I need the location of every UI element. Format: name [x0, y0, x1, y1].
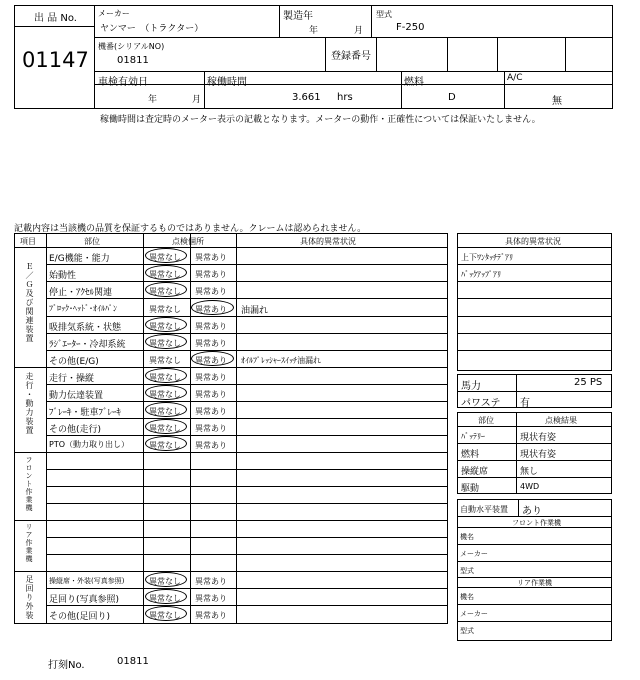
detail-panel-header-line — [457, 247, 612, 248]
selected-circle — [145, 368, 187, 383]
part-label: その他(E/G) — [49, 357, 99, 367]
model-label: 型式 — [376, 10, 392, 19]
selected-circle — [145, 572, 187, 587]
detail-line — [457, 350, 612, 351]
row-line — [46, 333, 448, 334]
selected-circle — [145, 248, 187, 263]
notice-hours: 稼働時間は査定時のメーター表示の記載となります。メーターの動作・正確性については保証いたしません。 — [100, 115, 541, 125]
part-label: 始動性 — [49, 271, 77, 281]
part-label: ﾗｼﾞｴｰﾀｰ・冷却系統 — [49, 340, 126, 350]
part-label: その他(足回り) — [49, 612, 111, 622]
no-anomaly: 異常なし — [149, 287, 181, 296]
row-line — [46, 469, 448, 470]
header-vline-g — [565, 37, 566, 71]
check-line — [457, 443, 612, 444]
header-vline-e — [447, 37, 448, 71]
row-line — [46, 401, 448, 402]
part-label: 走行・操縦 — [49, 374, 95, 384]
stamp-label: 打刻No. — [48, 660, 85, 671]
row-line — [46, 298, 448, 299]
rear-title-line — [457, 587, 612, 588]
check-value: 現状有姿 — [520, 433, 557, 443]
detail-line — [457, 298, 612, 299]
section-rear-label: リア作業機 — [25, 523, 33, 563]
col-line-1 — [46, 233, 47, 624]
level-vline — [518, 499, 519, 516]
col-part-header: 部位 — [84, 237, 100, 246]
notice-quality: 記載内容は当該機の品質を保証するものではありません。クレームは認められません。 — [14, 224, 367, 234]
no-anomaly: 異常なし — [149, 390, 181, 399]
no-anomaly: 異常なし — [149, 611, 181, 620]
power-steering-label: パワステ — [461, 398, 501, 409]
maker-value: ヤンマー （トラクター） — [100, 24, 204, 34]
header-line-1 — [94, 37, 613, 38]
check-vline — [516, 412, 517, 494]
detail-line-text: 上下ﾜﾝﾀｯﾁﾃﾞｱﾘ — [461, 253, 513, 262]
section-foot-label: 足回り外装 — [25, 575, 34, 620]
check-label: 駆動 — [461, 484, 480, 494]
check-line — [457, 477, 612, 478]
row-line — [46, 384, 448, 385]
col-check-header: 点検個所 — [172, 237, 204, 246]
header-vline-i — [401, 71, 402, 109]
detail-line — [457, 281, 612, 282]
no-anomaly: 異常なし — [149, 253, 181, 262]
ac-label: A/C — [507, 73, 523, 83]
row-line — [46, 486, 448, 487]
check-label: 燃料 — [461, 450, 480, 460]
col-line-4 — [236, 233, 237, 624]
no-anomaly: 異常なし — [149, 424, 181, 433]
section-line — [14, 520, 448, 521]
header-vline-a — [279, 5, 280, 37]
selected-circle — [191, 300, 234, 315]
stamp-value: 01811 — [117, 656, 149, 667]
section-line — [14, 452, 448, 453]
anomaly: 異常あり — [195, 390, 227, 399]
rear-attachment-title: リア作業機 — [517, 579, 552, 587]
year-label: 製造年 — [283, 11, 313, 22]
month-unit: 月 — [354, 26, 364, 36]
no-anomaly: 異常なし — [149, 441, 181, 450]
detail-text: 油漏れ — [241, 306, 269, 316]
check-line — [457, 426, 612, 427]
rear-maker-label: メーカー — [460, 610, 488, 618]
lot-label: 出 品 No. — [34, 13, 77, 24]
row-line — [46, 264, 448, 265]
anomaly: 異常あり — [195, 339, 227, 348]
front-model-label: 型式 — [460, 567, 474, 575]
attach-line — [457, 561, 612, 562]
check-label: ﾊﾞｯﾃﾘｰ — [461, 432, 485, 441]
part-label: 吸排気系統・状態 — [49, 323, 122, 333]
anomaly: 異常あり — [195, 407, 227, 416]
selected-circle — [191, 351, 234, 366]
header-vline-c — [325, 37, 326, 71]
detail-line — [457, 264, 612, 265]
part-label: 操縦席・外装(写真参照) — [49, 577, 125, 585]
part-label: E/G機能・能力 — [49, 254, 110, 264]
no-anomaly: 異常なし — [149, 356, 181, 365]
header-vline-j — [504, 71, 505, 109]
selected-circle — [145, 334, 187, 349]
check-value: 4WD — [520, 482, 540, 491]
no-anomaly: 異常なし — [149, 577, 181, 586]
fuel-label: 燃料 — [404, 77, 424, 88]
inspection-year: 年 — [148, 95, 158, 105]
no-anomaly: 異常なし — [149, 270, 181, 279]
section-drive-label: 走行・動力装置 — [25, 372, 34, 435]
check-part-header: 部位 — [478, 416, 494, 425]
header-vline-d — [376, 37, 377, 71]
detail-text: ｵｲﾙﾌﾟﾚｯｼｬｰｽｲｯﾁ油漏れ — [241, 356, 321, 365]
no-anomaly: 異常なし — [149, 305, 181, 314]
fuel-value: D — [448, 92, 456, 103]
detail-line — [457, 333, 612, 334]
anomaly: 異常あり — [195, 373, 227, 382]
header-sub-line — [94, 84, 613, 85]
col-detail-header: 具体的異常状況 — [300, 237, 356, 246]
power-label: 馬力 — [461, 381, 481, 392]
front-name-label: 機名 — [460, 533, 474, 541]
model-value: F-250 — [396, 22, 425, 33]
check-result-header: 点検結果 — [545, 416, 577, 425]
anomaly: 異常あり — [195, 594, 227, 603]
part-label: その他(走行) — [49, 425, 102, 435]
lot-divider — [94, 5, 95, 109]
no-anomaly: 異常なし — [149, 594, 181, 603]
anomaly: 異常あり — [195, 322, 227, 331]
row-line — [46, 537, 448, 538]
no-anomaly: 異常なし — [149, 373, 181, 382]
lot-label-line — [14, 26, 94, 27]
no-anomaly: 異常なし — [149, 407, 181, 416]
check-label: 操縦席 — [461, 467, 489, 477]
col-line-3 — [190, 233, 191, 624]
check-value: 無し — [520, 467, 539, 477]
check-value: 現状有姿 — [520, 450, 557, 460]
no-anomaly: 異常なし — [149, 322, 181, 331]
rear-model-label: 型式 — [460, 627, 474, 635]
detail-panel-header: 具体的異常状況 — [505, 237, 561, 246]
year-unit: 年 — [309, 26, 319, 36]
no-anomaly: 異常なし — [149, 339, 181, 348]
anomaly: 異常あり — [195, 577, 227, 586]
part-label: ﾌﾞﾛｯｸ･ﾍｯﾄﾞ･ｵｲﾙﾊﾟﾝ — [49, 304, 117, 313]
ac-value: 無 — [552, 96, 562, 107]
selected-circle — [145, 402, 187, 417]
col-item-header: 項目 — [20, 237, 36, 246]
attach-line — [457, 621, 612, 622]
part-label: 動力伝達装置 — [49, 391, 104, 401]
anomaly: 異常あり — [195, 287, 227, 296]
row-line — [46, 605, 448, 606]
col-line-2 — [143, 233, 144, 624]
part-label: ﾌﾞﾚｰｷ・駐車ﾌﾞﾚｰｷ — [49, 408, 122, 418]
attach-line — [457, 604, 612, 605]
selected-circle — [145, 317, 187, 332]
hours-value: 3.661 — [292, 92, 321, 103]
part-label: 足回り(写真参照) — [49, 595, 120, 605]
selected-circle — [145, 436, 187, 451]
front-maker-label: メーカー — [460, 550, 488, 558]
section-line — [14, 367, 448, 368]
hours-unit: hrs — [337, 92, 353, 103]
selected-circle — [145, 589, 187, 604]
anomaly: 異常あり — [195, 441, 227, 450]
anomaly: 異常あり — [195, 356, 227, 365]
row-line — [46, 503, 448, 504]
row-line — [46, 350, 448, 351]
level-label: 自動水平装置 — [460, 505, 508, 514]
row-line — [46, 588, 448, 589]
header-vline-b — [371, 5, 372, 37]
serial-value: 01811 — [117, 55, 149, 66]
section-front-label: フロント作業機 — [25, 456, 33, 512]
part-label: 停止・ｱｸｾﾙ関連 — [49, 288, 113, 298]
maker-label: メーカー — [98, 9, 130, 18]
serial-label: 機番(シリアルNO) — [98, 42, 165, 51]
detail-line — [457, 316, 612, 317]
selected-circle — [145, 606, 187, 621]
section-line — [14, 571, 448, 572]
selected-circle — [145, 265, 187, 280]
row-line — [46, 418, 448, 419]
part-label: PTO（動力取り出し） — [49, 440, 130, 449]
detail-line-text: ﾊﾞｯｸｱｯﾌﾟｱﾘ — [461, 270, 501, 279]
power-value: 25 PS — [574, 377, 603, 388]
inspection-label: 車検有効日 — [98, 77, 148, 88]
header-row-line — [14, 247, 448, 248]
check-line — [457, 460, 612, 461]
attach-line — [457, 544, 612, 545]
front-attachment-title: フロント作業機 — [512, 519, 561, 527]
row-line — [46, 281, 448, 282]
selected-circle — [145, 385, 187, 400]
header-vline-h — [204, 71, 205, 109]
anomaly: 異常あり — [195, 611, 227, 620]
front-title-line — [457, 527, 612, 528]
power-vline — [516, 374, 517, 408]
header-vline-f — [497, 37, 498, 71]
selected-circle — [145, 419, 187, 434]
selected-circle — [145, 282, 187, 297]
reg-label: 登録番号 — [331, 51, 371, 62]
row-line — [46, 554, 448, 555]
power-steering-value: 有 — [520, 398, 530, 409]
section-eg-label: Ｅ／Ｇ及び関連装置 — [25, 262, 34, 343]
rear-name-label: 機名 — [460, 593, 474, 601]
anomaly: 異常あり — [195, 253, 227, 262]
anomaly: 異常あり — [195, 270, 227, 279]
hours-label: 稼働時間 — [207, 77, 247, 88]
inspection-month: 月 — [192, 95, 202, 105]
anomaly: 異常あり — [195, 424, 227, 433]
anomaly: 異常あり — [195, 305, 227, 314]
level-value: あり — [522, 506, 542, 517]
row-line — [46, 316, 448, 317]
lot-number: 01147 — [22, 48, 89, 72]
row-line — [46, 435, 448, 436]
header-line-2 — [94, 71, 613, 72]
